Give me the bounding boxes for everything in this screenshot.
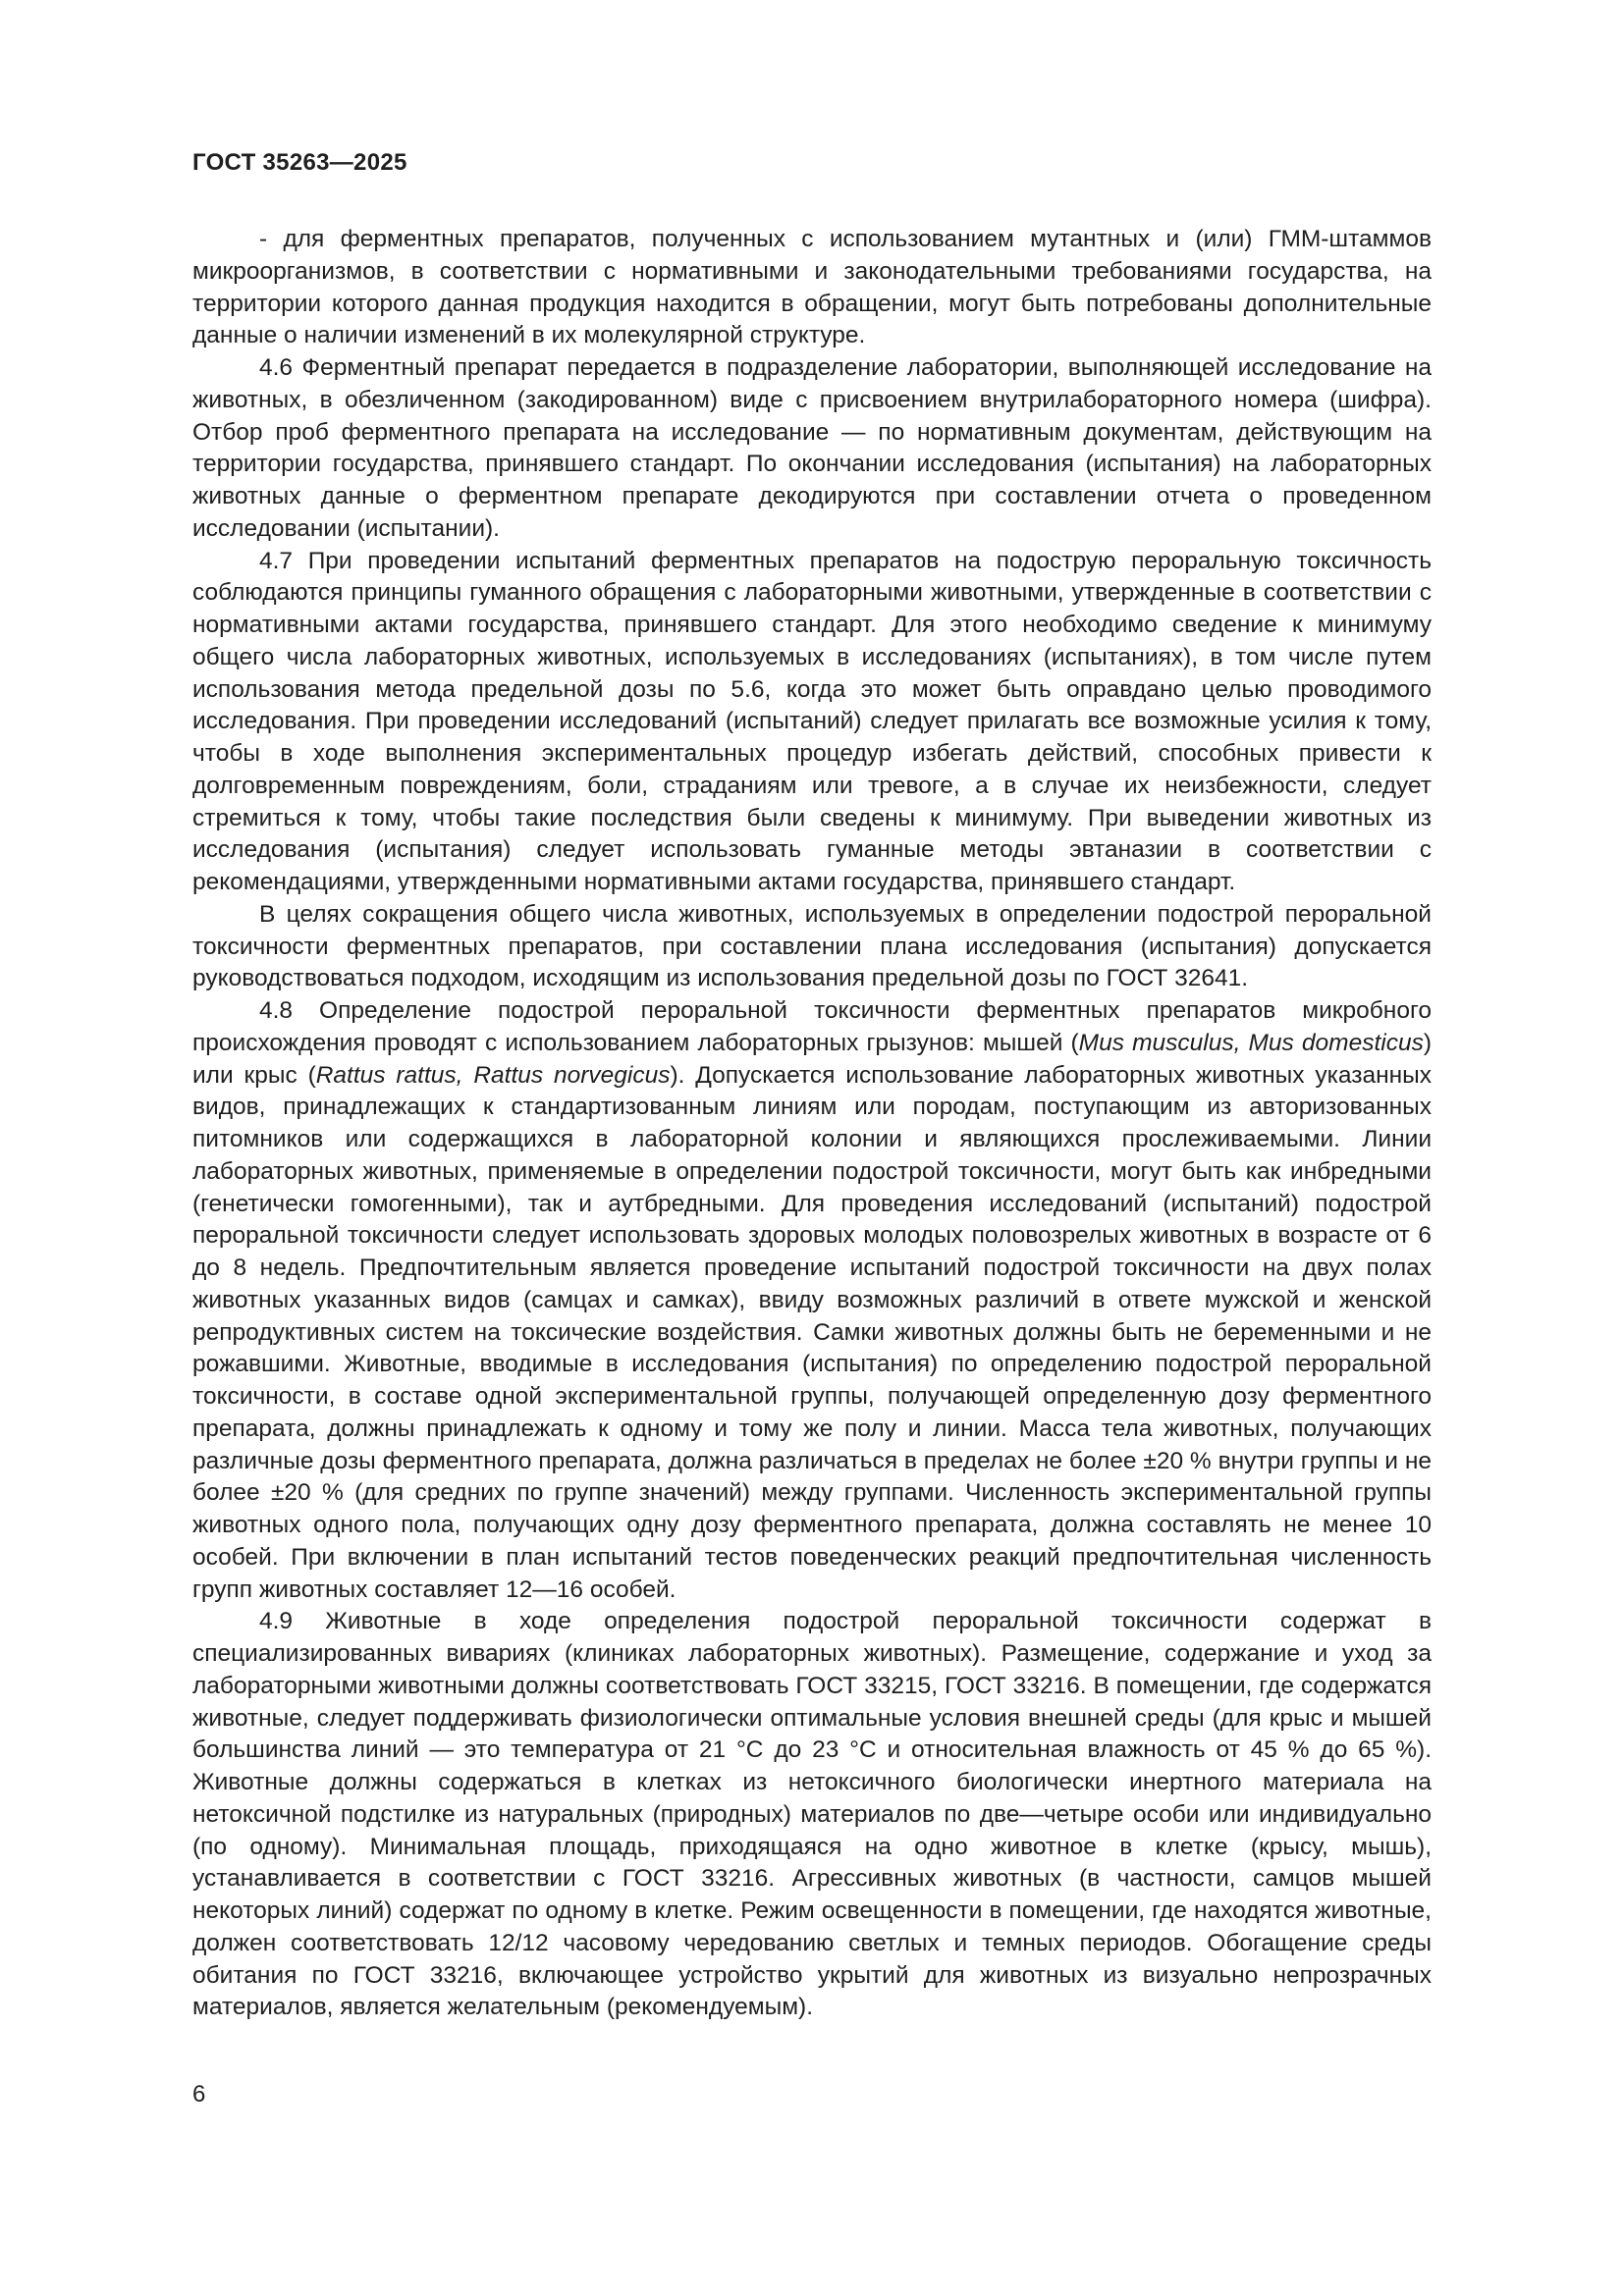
paragraph-text: 4.6 Ферментный препарат передается в подразделение лаборатории, выполняющей исследование на животных, в обезличенном (закодированном) виде с присвоением внутрилабораторного номера (шифра). Отбор проб ферментного препарата на исследование — по нормативным документам, действующим на территории государства, принявшего стандарт. По окончании исследования (испытания) на лабораторных животных данные о ферментном препарате декодируются при составлении отчета о проведенном исследовании (испытании).: [192, 354, 1432, 542]
paragraph-text: ). Допускается использование лабораторных животных указанных видов, принадлежащих к стандартизованным линиям или породам, поступающим из авторизованных питомников или содержащихся в лабораторной колонии и являющихся прослеживаемыми. Линии лабораторных животных, применяемые в определении подострой токсичности, могут быть как инбредными (генетически гомогенными), так и аутбредными. Для проведения исследований (испытаний) подострой пероральной токсичности следует использовать здоровых молодых половозрелых животных в возрасте от 6 до 8 недель. Предпочтительным является проведение испытаний подострой токсичности на двух полах животных указанных видов (самцах и самках), ввиду возможных различий в ответе мужской и женской репродуктивных систем на токсические воздействия. Самки животных должны быть не беременными и не рожавшими. Животные, вводимые в исследования (испытания) по определению подострой пероральной токсичности, в составе одной экспериментальной группы, получающей определенную дозу ферментного препарата, должны принадлежать к одному и тому же полу и линии. Масса тела животных, получающих различные дозы ферментного препарата, должна различаться в пределах не более ±20 % внутри группы и не более ±20 % (для средних по группе значений) между группами. Численность экспериментальной группы животных одного пола, получающих одну дозу ферментного препарата, должна составлять не менее 10 особей. При включении в план испытаний тестов поведенческих реакций предпочтительная численность групп животных составляет 12—16 особей.: [192, 1061, 1432, 1603]
paragraph-text: 4.7 При проведении испытаний ферментных препаратов на подострую пероральную токсичность соблюдаются принципы гуманного обращения с лабораторными животными, утвержденные в соответствии с нормативными актами государства, принявшего стандарт. Для этого необходимо сведение к минимуму общего числа лабораторных животных, используемых в исследованиях (испытаниях), в том числе путем использования метода предельной дозы по 5.6, когда это может быть оправдано целью проводимого исследования. При проведении исследований (испытаний) следует прилагать все возможные усилия к тому, чтобы в ходе выполнения экспериментальных процедур избегать действий, способных привести к долговременным повреждениям, боли, страданиям или тревоге, а в случае их неизбежности, следует стремиться к тому, чтобы такие последствия были сведены к минимуму. При выведении животных из исследования (испытания) следует использовать гуманные методы эвтаназии в соответствии с рекомендациями, утвержденными нормативными актами государства, принявшего стандарт.: [192, 547, 1432, 895]
paragraph: [192, 352, 1432, 546]
paragraph: [192, 1606, 1432, 2024]
paragraph-text: - для ферментных препаратов, полученных с использованием мутантных и (или) ГММ-штаммов микроорганизмов, в соответствии с нормативными и законодательными требованиями государства, на территории которого данная продукция находится в обращении, могут быть потребованы дополнительные данные о наличии изменений в их молекулярной структуре.: [192, 226, 1432, 349]
document-body: [192, 224, 1432, 2024]
paragraph-text: 4.9 Животные в ходе определения подострой пероральной токсичности содержат в специализированных вивариях (клиниках лабораторных животных). Размещение, содержание и уход за лабораторными животными должны соответствовать ГОСТ 33215, ГОСТ 33216. В помещении, где содержатся животные, следует поддерживать физиологически оптимальные условия внешней среды (для крыс и мышей большинства линий — это температура от 21 °С до 23 °С и относительная влажность от 45 % до 65 %). Животные должны содержаться в клетках из нетоксичного биологически инертного материала на нетоксичной подстилке из натуральных (природных) материалов по две—четыре особи или индивидуально (по одному). Минимальная площадь, приходящаяся на одно животное в клетке (крысу, мышь), устанавливается в соответствии с ГОСТ 33216. Агрессивных животных (в частности, самцов мышей некоторых линий) содержат по одному в клетке. Режим освещенности в помещении, где находятся животные, должен соответствовать 12/12 часовому чередованию светлых и темных периодов. Обогащение среды обитания по ГОСТ 33216, включающее устройство укрытий для животных из визуально непрозрачных материалов, является желательным (рекомендуемым).: [192, 1608, 1432, 2021]
paragraph-text: ) или крыс (: [192, 1029, 1433, 1089]
paragraph: [192, 995, 1432, 1606]
document-header: ГОСТ 35263—2025: [192, 149, 407, 176]
italic-text: Mus musculus, Mus domesticus: [1078, 1029, 1424, 1056]
page-number: 6: [192, 2081, 206, 2108]
italic-text: Rattus rattus, Rattus norvegicus: [315, 1061, 671, 1089]
paragraph-text: 4.8 Определение подострой пероральной токсичности ферментных препаратов микробного происхождения проводят с использованием лабораторных грызунов: мышей (: [192, 997, 1432, 1056]
paragraph: [192, 224, 1432, 352]
paragraph-text: В целях сокращения общего числа животных, используемых в определении подострой пероральной токсичности ферментных препаратов, при составлении плана исследования (испытания) допускается руководствоваться подходом, исходящим из использования предельной дозы по ГОСТ 32641.: [192, 900, 1432, 992]
paragraph: [192, 546, 1432, 899]
paragraph: [192, 899, 1432, 995]
